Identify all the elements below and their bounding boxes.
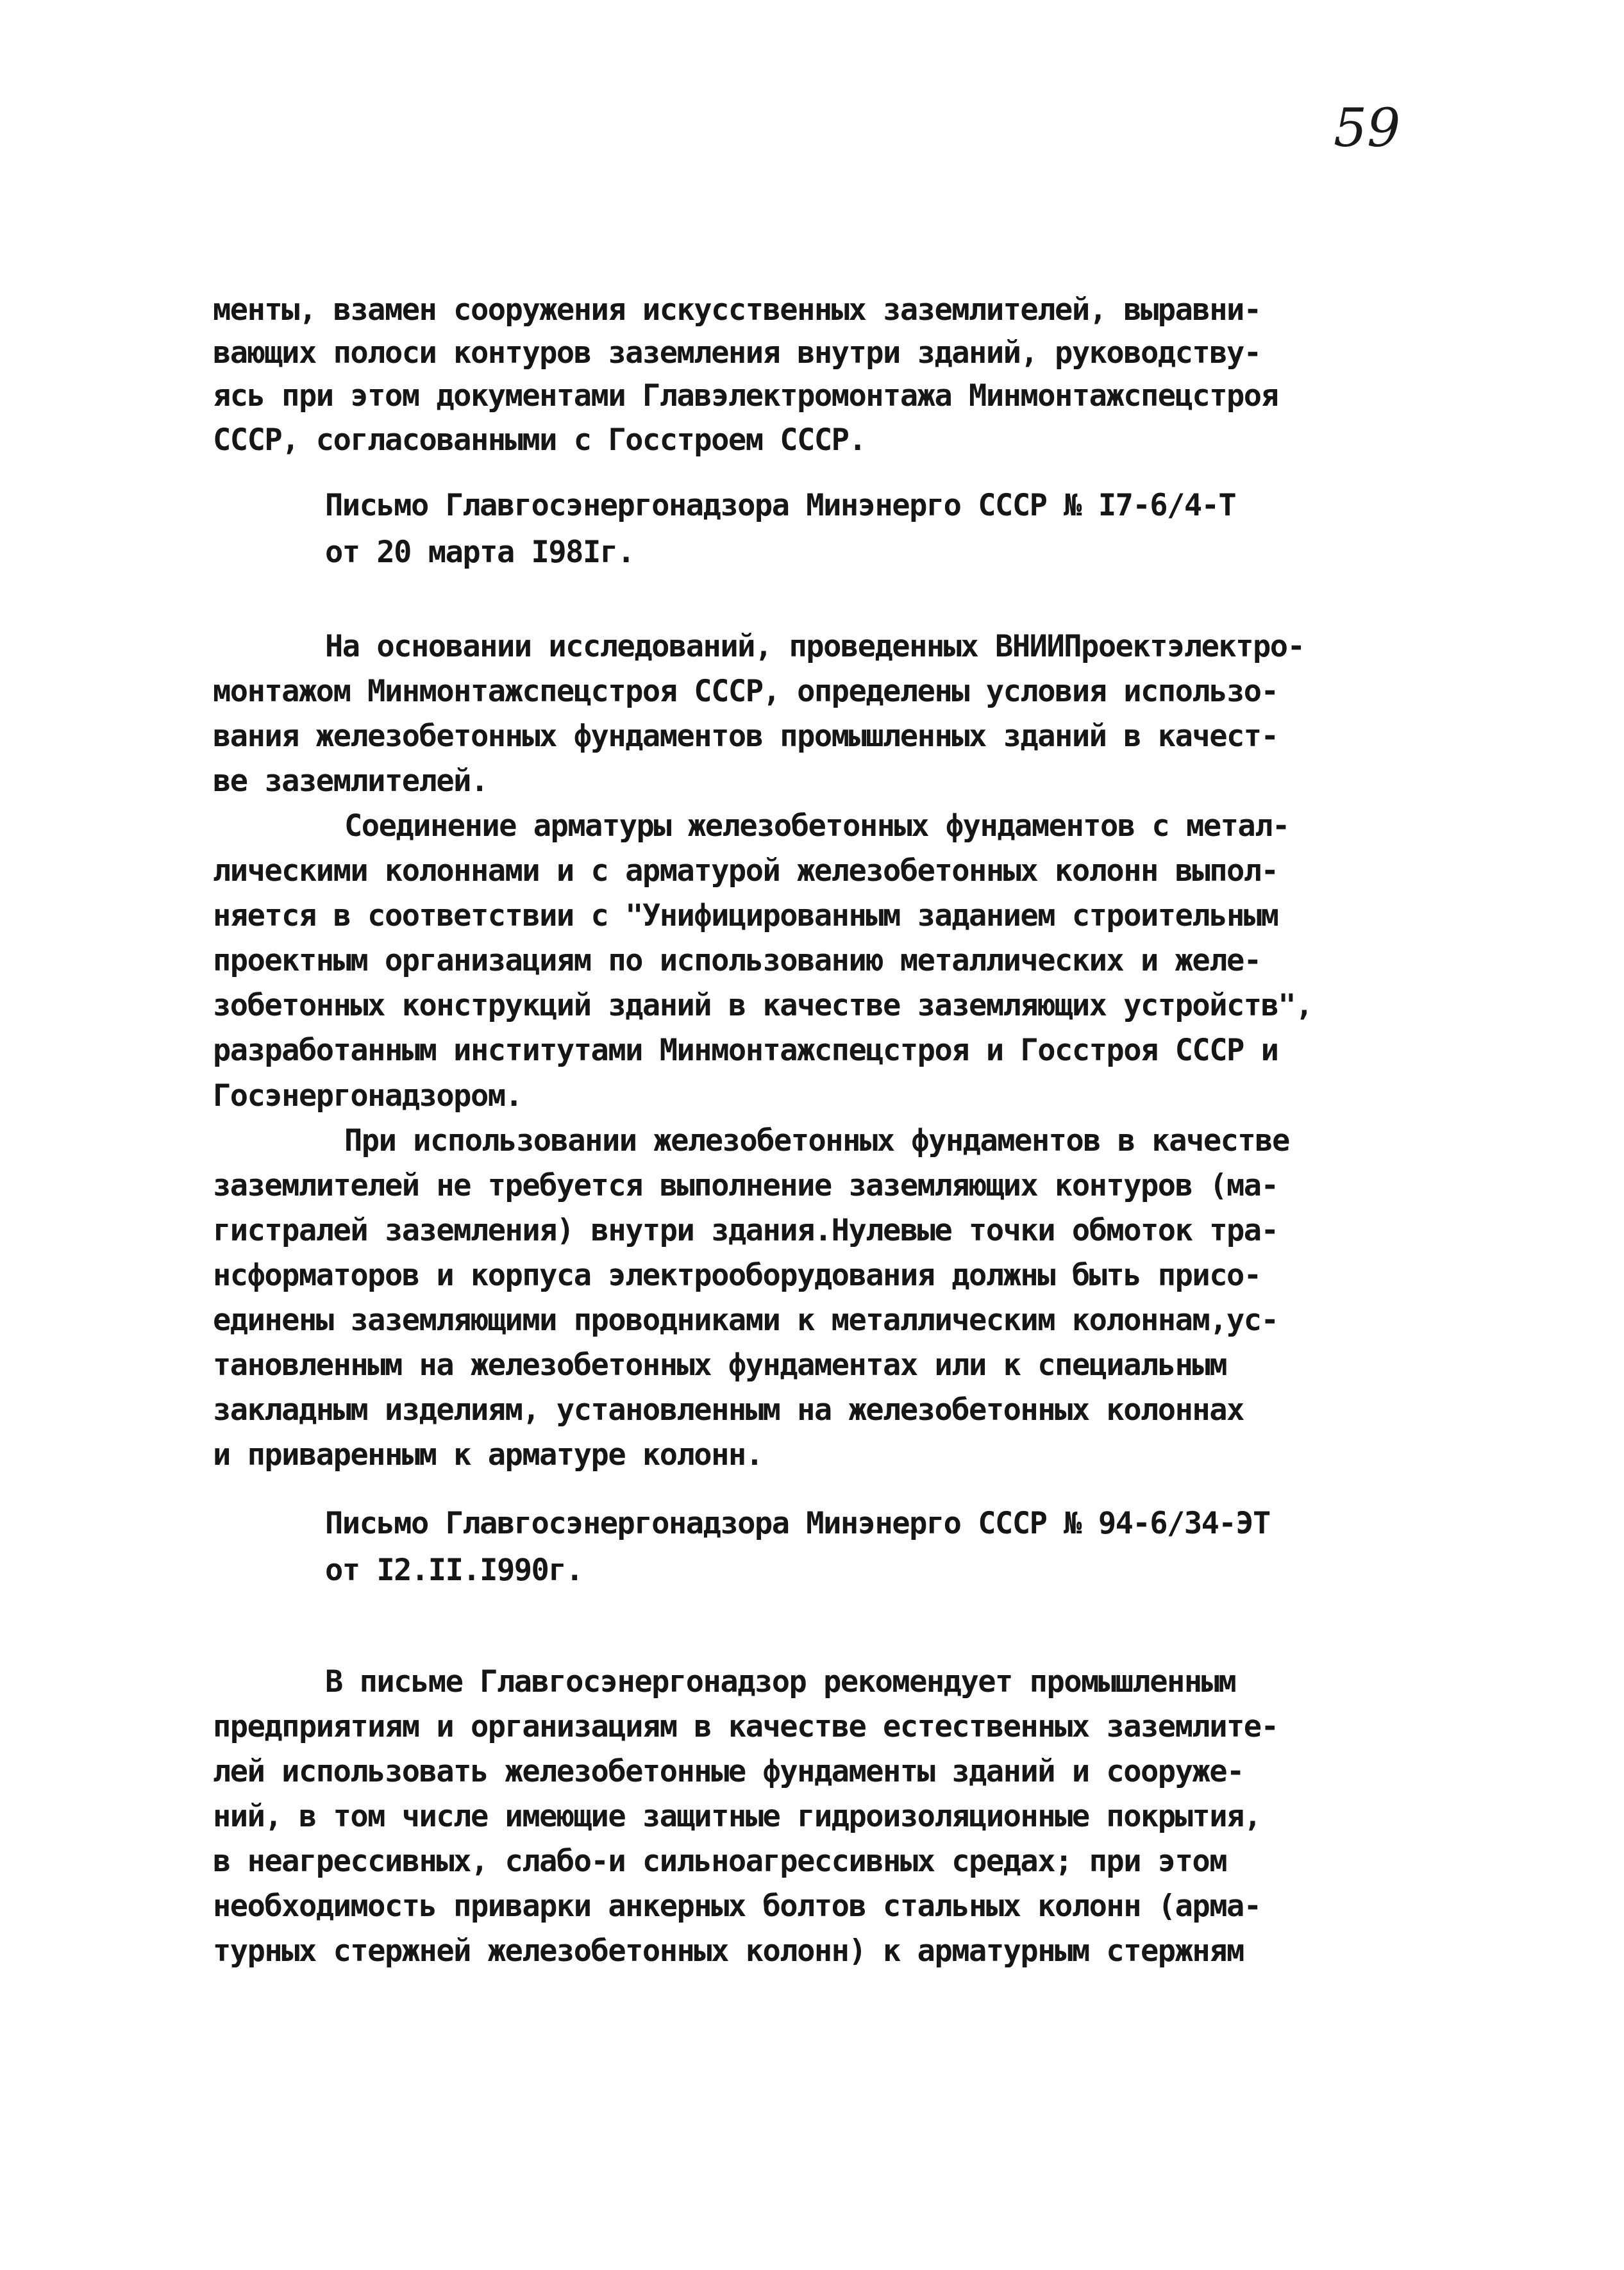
text-line: от I2.II.I990г.	[325, 1553, 583, 1588]
text-line: менты, взамен сооружения искусственных заземлителей, выравни-	[213, 292, 1261, 328]
text-line: На основании исследований, проведенных ВНИИПроектэлектро-	[325, 629, 1305, 664]
text-line: В письме Главгосэнергонадзор рекомендует промышленным	[325, 1664, 1236, 1699]
text-line: СССР, согласованными с Госстроем СССР.	[213, 422, 866, 458]
text-line: предприятиям и организациям в качестве естественных заземлите-	[213, 1709, 1278, 1744]
text-line: ний, в том числе имеющие защитные гидроизоляционные покрытия,	[213, 1799, 1261, 1834]
text-line: монтажом Минмонтажспецстроя СССР, определены условия использо-	[213, 674, 1278, 709]
text-line: от 20 марта I98Iг.	[325, 535, 635, 570]
text-line: тановленным на железобетонных фундаментах или к специальным	[213, 1348, 1226, 1383]
text-line: При использовании железобетонных фундаментов в качестве	[344, 1123, 1289, 1158]
text-line: в неагрессивных, слабо-и сильноагрессивных средах; при этом	[213, 1844, 1226, 1879]
text-line: зобетонных конструкций зданий в качестве заземляющих устройств",	[213, 988, 1312, 1023]
text-line: Госэнергонадзором.	[213, 1078, 523, 1114]
text-line: вающих полоси контуров заземления внутри зданий, руководству-	[213, 335, 1261, 371]
text-line: гистралей заземления) внутри здания.Нулевые точки обмоток тра-	[213, 1213, 1278, 1248]
text-line: вания железобетонных фундаментов промышленных зданий в качест-	[213, 719, 1278, 754]
text-line: турных стержней железобетонных колонн) к арматурным стержням	[213, 1933, 1244, 1969]
text-line: необходимость приварки анкерных болтов стальных колонн (арма-	[213, 1889, 1261, 1924]
text-line: разработанным институтами Минмонтажспецстроя и Госстроя СССР и	[213, 1033, 1278, 1068]
text-line: лей использовать железобетонные фундаменты зданий и сооруже-	[213, 1754, 1244, 1789]
text-line: Письмо Главгосэнергонадзора Минэнерго СССР № I7-6/4-Т	[325, 488, 1236, 523]
text-line: единены заземляющими проводниками к металлическим колоннам,ус-	[213, 1303, 1278, 1338]
text-line: и приваренным к арматуре колонн.	[213, 1437, 763, 1473]
text-line: ве заземлителей.	[213, 764, 488, 799]
text-line: Соединение арматуры железобетонных фундаментов с метал-	[344, 808, 1289, 844]
text-line: проектным организациям по использованию металлических и желе-	[213, 943, 1261, 978]
text-line: закладным изделиям, установленным на железобетонных колоннах	[213, 1392, 1244, 1428]
text-line: заземлителей не требуется выполнение заземляющих контуров (ма-	[213, 1168, 1278, 1203]
text-line: лическими колоннами и с арматурой железобетонных колонн выпол-	[213, 853, 1278, 889]
text-line: Письмо Главгосэнергонадзора Минэнерго СССР № 94-6/34-ЭТ	[325, 1506, 1270, 1541]
text-line: няется в соответствии с "Унифицированным заданием строительным	[213, 898, 1278, 933]
text-line: нсформаторов и корпуса электрооборудования должны быть присо-	[213, 1258, 1261, 1293]
text-line: ясь при этом документами Главэлектромонтажа Минмонтажспецстроя	[213, 378, 1278, 413]
page-number: 59	[1334, 98, 1401, 159]
